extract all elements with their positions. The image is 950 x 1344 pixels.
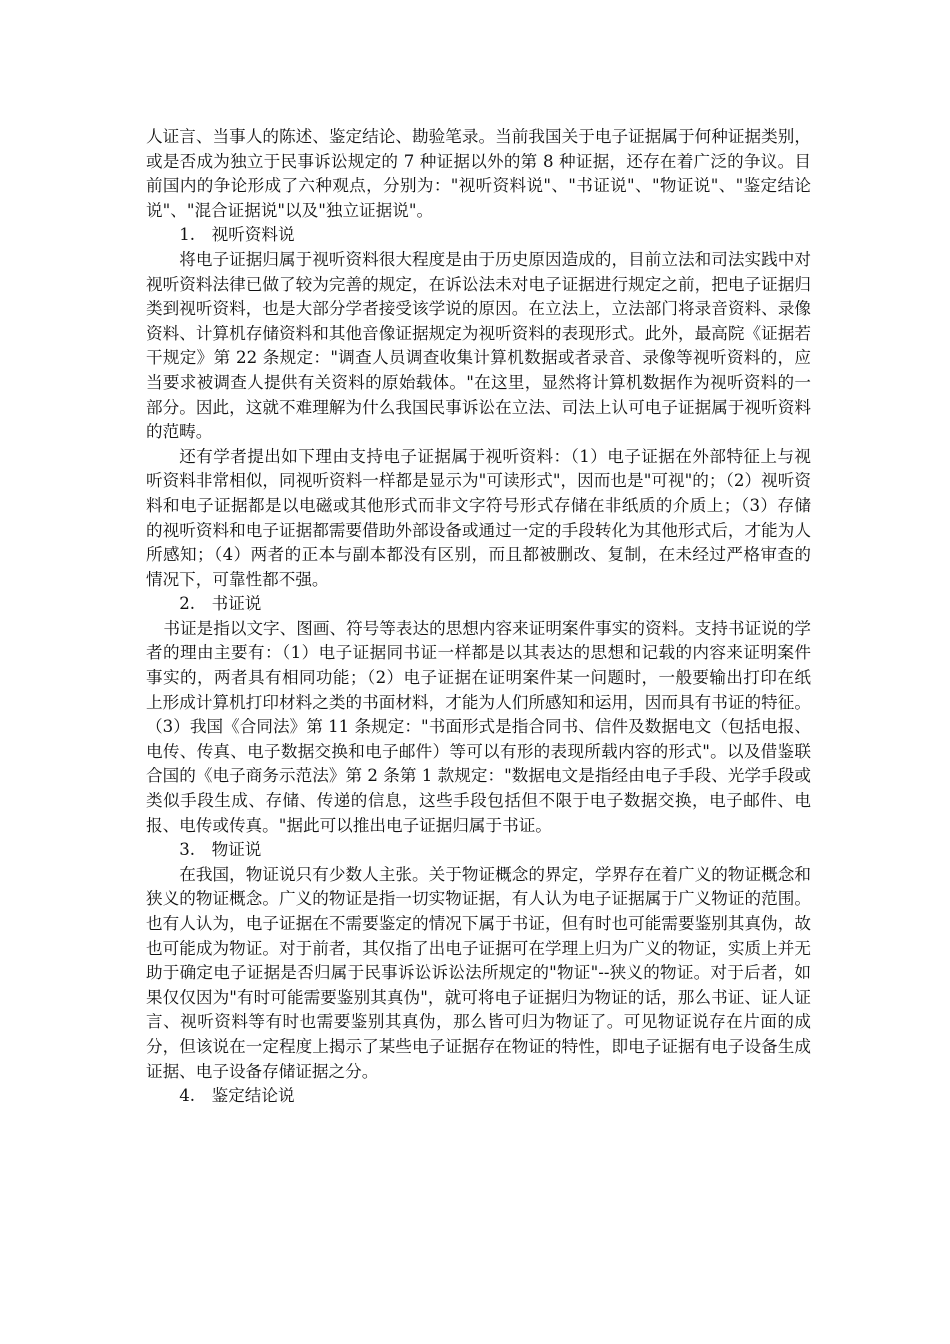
section-3-paragraph: 在我国，物证说只有少数人主张。关于物证概念的界定，学界存在着广义的物证概念和狭义的物证概念。广义的物证是指一切实物证据，有人认为电子证据属于广义物证的范围。也有人认为，电子证据在不需要鉴定的情况下属于书证，但有时也可能需要鉴别其真伪，故也可能成为物证。对于前者，其仅指了出电子证据可在学理上归为广义的物证，实质上并无助于确定电子证据是否归属于民事诉讼诉讼法所规定的"物证"--狭义的物证。对于后者，如果仅仅因为"有时可能需要鉴别其真伪"，就可将电子证据归为物证的话，那么书证、证人证言、视听资料等有时也需要鉴别其真伪，那么皆可归为物证了。可见物证说存在片面的成分，但该说在一定程度上揭示了某些电子证据存在物证的特性，即电子证据有电子设备生成证据、电子设备存储证据之分。 — [146, 864, 811, 1081]
section-heading-4: 4. 鉴定结论说 — [179, 1086, 295, 1106]
intro-paragraph: 人证言、当事人的陈述、鉴定结论、勘验笔录。当前我国关于电子证据属于何种证据类别，或是否成为独立于民事诉讼规定的 7 种证据以外的第 8 种证据，还存在着广泛的争议。目前国内的争论形成了六种观点，分别为："视听资料说"、"书证说"、"物证说"、"鉴定结论说"、"混合证据说"以及"独立证据说"。 — [146, 127, 811, 220]
document-page — [146, 125, 811, 1109]
section-heading-3: 3. 物证说 — [179, 840, 262, 860]
section-1-paragraph-2: 还有学者提出如下理由支持电子证据属于视听资料：（1）电子证据在外部特征上与视听资料非常相似，同视听资料一样都是显示为"可读形式"，因而也是"可视"的；（2）视听资料和电子证据都是以电磁或其他形式而非文字符号形式存储在非纸质的介质上；（3）存储的视听资料和电子证据都需要借助外部设备或通过一定的手段转化为其他形式后，才能为人所感知；（4）两者的正本与副本都没有区别，而且都被删改、复制，在未经过严格审查的情况下，可靠性都不强。 — [146, 446, 811, 589]
section-heading-2: 2. 书证说 — [179, 594, 262, 614]
section-1-paragraph-1: 将电子证据归属于视听资料很大程度是由于历史原因造成的，目前立法和司法实践中对视听资料法律已做了较为完善的规定，在诉讼法未对电子证据进行规定之前，把电子证据归类到视听资料，也是大部分学者接受该学说的原因。在立法上，立法部门将录音资料、录像资料、计算机存储资料和其他音像证据规定为视听资料的表现形式。此外，最高院《证据若干规定》第 22 条规定："调查人员调查收集计算机数据或者录音、录像等视听资料的，应当要求被调查人提供有关资料的原始载体。"在这里，显然将计算机数据作为视听资料的一部分。因此，这就不难理解为什么我国民事诉讼在立法、司法上认可电子证据属于视听资料的范畴。 — [146, 249, 811, 442]
section-heading-1: 1. 视听资料说 — [179, 225, 295, 245]
section-2-paragraph: 书证是指以文字、图画、符号等表达的思想内容来证明案件事实的资料。支持书证说的学者的理由主要有：（1）电子证据同书证一样都是以其表达的思想和记载的内容来证明案件事实的，两者具有相同功能；（2）电子证据在证明案件某一问题时，一般要输出打印在纸上形成计算机打印材料之类的书面材料，才能为人们所感知和运用，因而具有书证的特征。（3）我国《合同法》第 11 条规定："书面形式是指合同书、信件及数据电文（包括电报、电传、传真、电子数据交换和电子邮件）等可以有形的表现所载内容的形式"。以及借鉴联合国的《电子商务示范法》第 2 条第 1 款规定："数据电文是指经由电子手段、光学手段或类似手段生成、存储、传递的信息，这些手段包括但不限于电子数据交换，电子邮件、电报、电传或传真。"据此可以推出电子证据归属于书证。 — [146, 618, 811, 835]
